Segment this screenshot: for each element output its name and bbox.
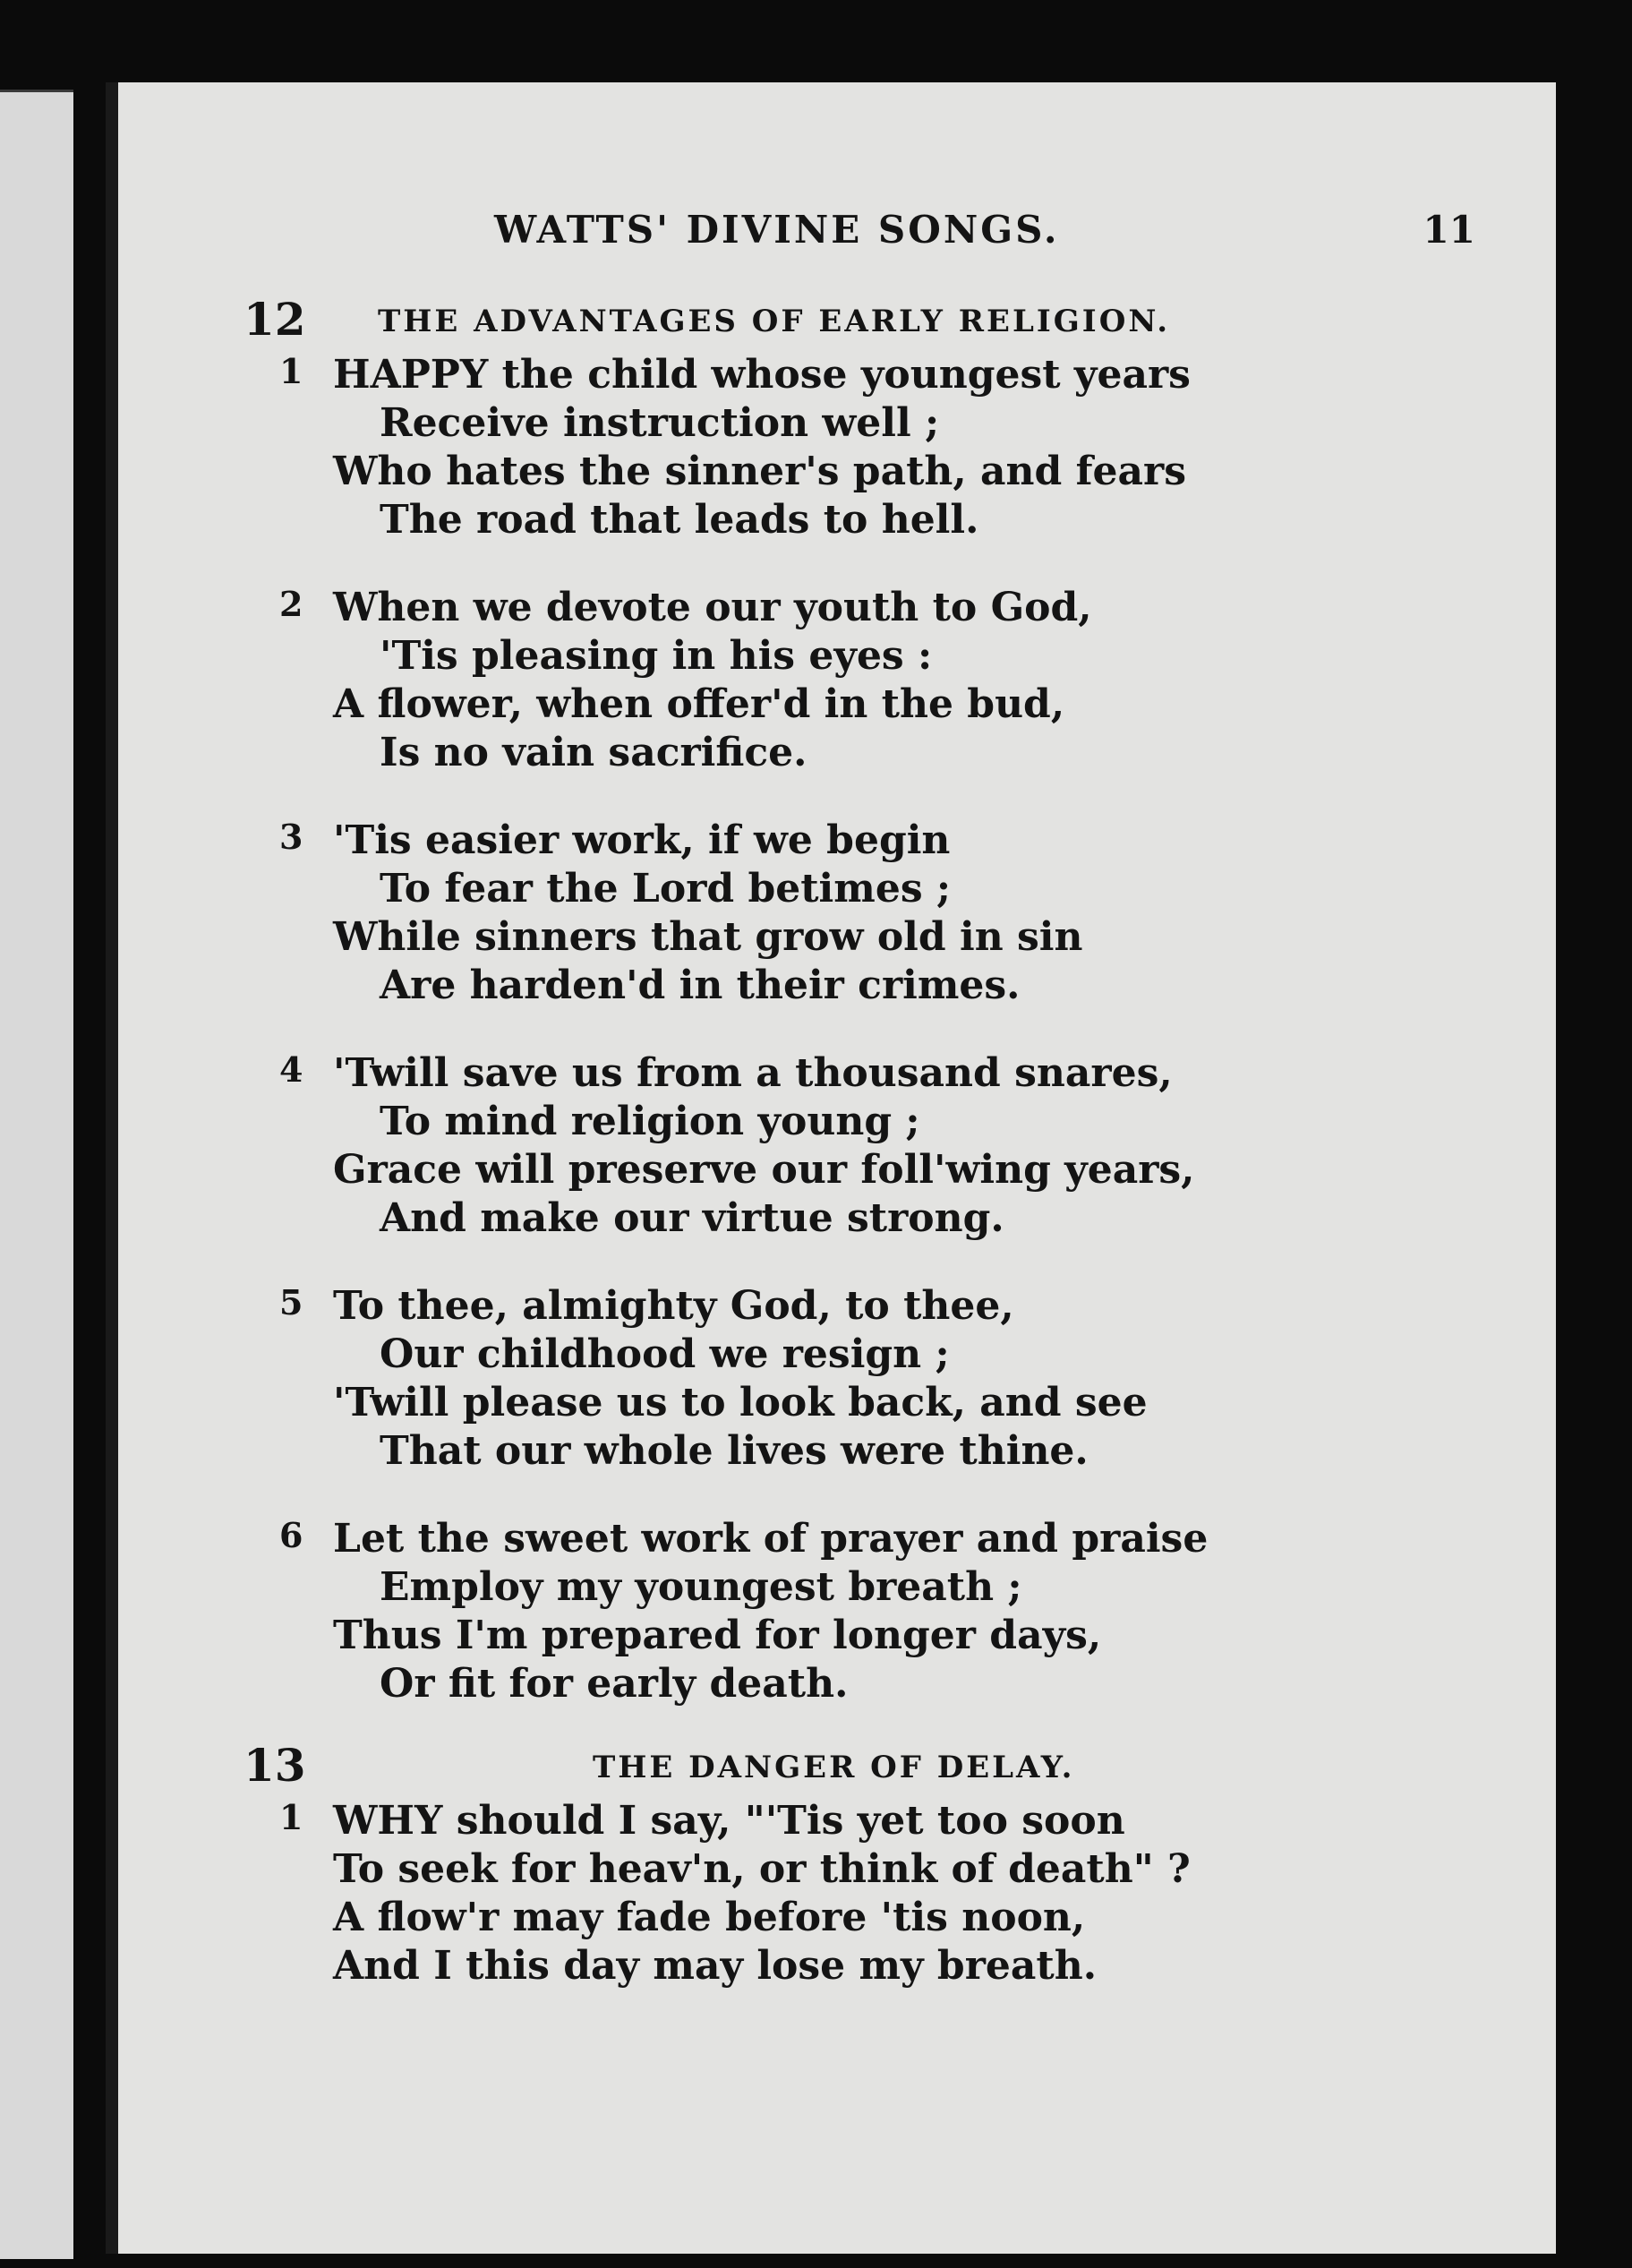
hymn-title: THE ADVANTAGES OF EARLY RELIGION. bbox=[378, 304, 1171, 339]
verse-line: And make our virtue strong. bbox=[380, 1195, 1004, 1241]
verse-line: 'Twill please us to look back, and see bbox=[333, 1380, 1148, 1425]
stanza-number: 4 bbox=[279, 1049, 303, 1090]
stanza-number: 1 bbox=[279, 1797, 303, 1837]
verse-line: Or fit for early death. bbox=[380, 1661, 849, 1707]
stanza-number: 6 bbox=[279, 1515, 303, 1555]
verse-line: To mind religion young ; bbox=[380, 1099, 920, 1144]
stanza bbox=[279, 1515, 1264, 1708]
verse-line: 'Tis pleasing in his eyes : bbox=[380, 633, 933, 679]
page-number: 11 bbox=[1423, 208, 1475, 252]
verse-line: And I this day may lose my breath. bbox=[333, 1943, 1098, 1989]
verse-line: That our whole lives were thine. bbox=[380, 1428, 1089, 1474]
stanza-number: 5 bbox=[279, 1282, 303, 1322]
verse-line: A flow'r may fade before 'tis noon, bbox=[333, 1895, 1086, 1940]
running-head bbox=[118, 208, 1556, 261]
previous-page-edge bbox=[0, 90, 73, 2259]
stanza bbox=[279, 584, 1264, 777]
verse-line: Grace will preserve our foll'wing years, bbox=[333, 1147, 1195, 1193]
stanza-number: 1 bbox=[279, 351, 303, 391]
running-title: WATTS' DIVINE SONGS. bbox=[494, 208, 1060, 252]
verse-line: While sinners that grow old in sin bbox=[333, 914, 1083, 960]
verse-line: A flower, when offer'd in the bud, bbox=[333, 681, 1065, 727]
stanza-number: 2 bbox=[279, 584, 303, 624]
book-page bbox=[106, 82, 1556, 2254]
verse-line: 'Twill save us from a thousand snares, bbox=[333, 1050, 1173, 1096]
verse-line: The road that leads to hell. bbox=[380, 497, 979, 543]
verse-line: Are harden'd in their crimes. bbox=[380, 963, 1021, 1008]
hymn-heading bbox=[244, 1739, 1448, 1793]
hymn-number: 13 bbox=[244, 1739, 306, 1792]
verse-line: Who hates the sinner's path, and fears bbox=[333, 449, 1187, 494]
verse-line: Employ my youngest breath ; bbox=[380, 1564, 1022, 1610]
hymn-heading bbox=[244, 293, 1448, 347]
stanza bbox=[279, 817, 1264, 1010]
verse-line: To seek for heav'n, or think of death" ? bbox=[333, 1846, 1191, 1892]
verse-line: HAPPY the child whose youngest years bbox=[333, 352, 1191, 398]
stanza-number: 3 bbox=[279, 817, 303, 857]
stanza bbox=[279, 1282, 1264, 1476]
verse-line: Receive instruction well ; bbox=[380, 400, 940, 446]
stanza bbox=[279, 1797, 1264, 1990]
hymn-title: THE DANGER OF DELAY. bbox=[593, 1750, 1075, 1785]
hymn-number: 12 bbox=[244, 293, 306, 346]
verse-line: 'Tis easier work, if we begin bbox=[333, 817, 951, 863]
verse-line: When we devote our youth to God, bbox=[333, 585, 1092, 630]
verse-line: Is no vain sacrifice. bbox=[380, 730, 807, 775]
verse-line: Thus I'm prepared for longer days, bbox=[333, 1613, 1102, 1658]
verse-line: Let the sweet work of prayer and praise bbox=[333, 1516, 1209, 1562]
stanza bbox=[279, 1049, 1264, 1243]
stanza bbox=[279, 351, 1264, 544]
verse-line: To fear the Lord betimes ; bbox=[380, 866, 952, 911]
verse-line: To thee, almighty God, to thee, bbox=[333, 1283, 1014, 1329]
verse-line: Our childhood we resign ; bbox=[380, 1331, 950, 1377]
verse-line: WHY should I say, "'Tis yet too soon bbox=[333, 1798, 1125, 1844]
